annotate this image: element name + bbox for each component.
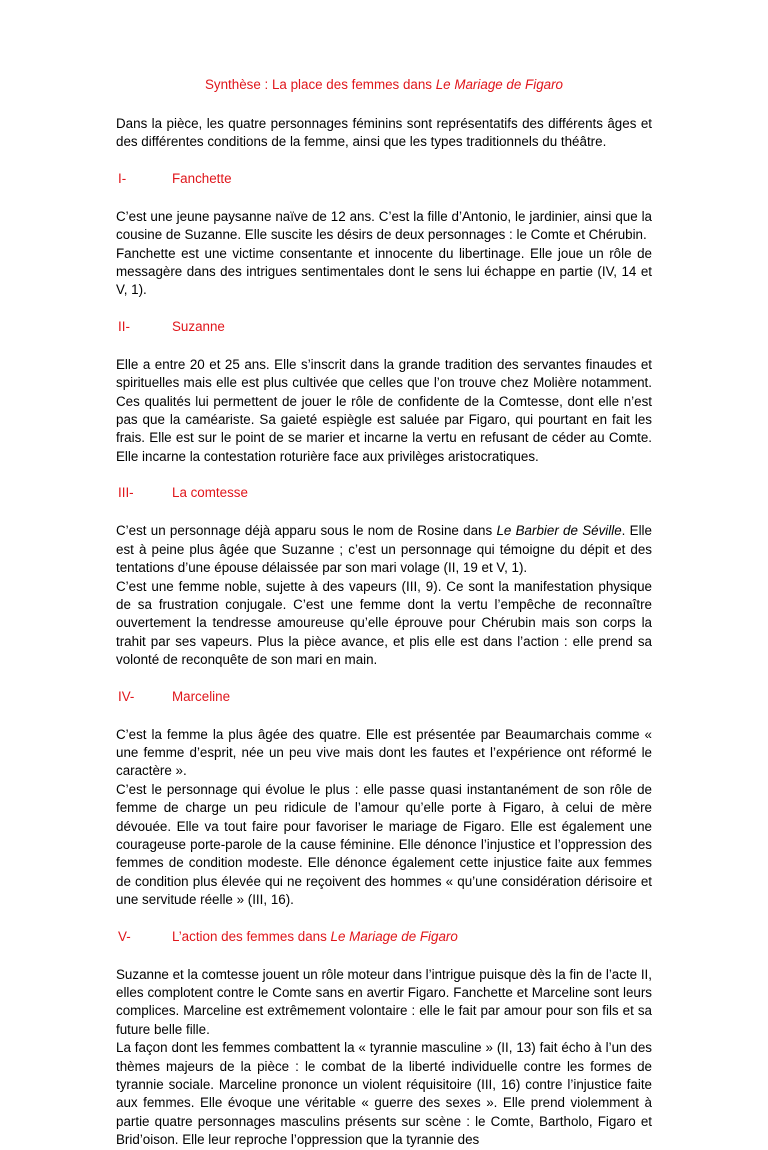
title-work: Le Mariage de Figaro — [435, 77, 564, 92]
section-3-body — [116, 522, 652, 669]
section-1-body — [116, 208, 652, 300]
paragraph-line: Suzanne et la comtesse jouent un rôle moteur dans l’intrigue puisque dès la fin de l’acte II, elles complotent contre le Comte sans en avertir Figaro. Fanchette et Marceline sont leurs complices. Marceline est extrêmement volontaire : elle le fait par amour pour son fils et sa future belle fille. — [116, 966, 652, 1037]
paragraph-line: C’est la femme la plus âgée des quatre. Elle est présentée par Beaumarchais comme « une femme d’esprit, née un peu vive mais dont les fautes et l’expérience ont réformé le caractère ». — [116, 726, 652, 779]
title-prefix: Synthèse : La place des femmes dans — [204, 77, 436, 92]
paragraph-line: Fanchette est une victime consentante et innocente du libertinage. Elle joue un rôle de messagère dans des intrigues sentimentales dont le sens lui échappe en partie (IV, 14 et V, 1). — [116, 245, 652, 298]
section-heading-1 — [116, 170, 652, 188]
paragraph-line: C’est une femme noble, sujette à des vapeurs (III, 9). Ce sont la manifestation physique de sa frustration conjugale. C’est une femme dont la vertu l’empêche de reconnaître ouvertement la tendresse amoureuse qu’elle éprouve pour Chérubin mais son corps la trahit par ses vapeurs. Plus la pièce avance, et plis elle est dans l’action : elle prend sa volonté de reconquête de son mari en main. — [116, 578, 652, 668]
intro-paragraph: Dans la pièce, les quatre personnages féminins sont représentatifs des différents âges et des différentes conditions de la femme, ainsi que les types traditionnels du théâtre. — [116, 116, 652, 150]
section-number: III- — [118, 485, 134, 501]
section-title: Fanchette — [172, 170, 232, 186]
section-title: Suzanne — [172, 318, 225, 334]
paragraph-line: La façon dont les femmes combattent la « tyrannie masculine » (II, 13) fait écho à l’un des thèmes majeurs de la pièce : le combat de la liberté individuelle contre les formes de tyrannie sociale. Marceline prononce un violent réquisitoire (III, 16) contre l’injustice faite aux femmes. Elle évoque une véritable « guerre des sexes ». Elle prend violemment à partie quatre personnages masculins présents sur scène : le Comte, Bartholo, Figaro et Brid’oison. Elle leur reproche l’oppression que la tyrannie des — [116, 1040, 652, 1148]
paragraph-line: Elle a entre 20 et 25 ans. Elle s’inscrit dans la grande tradition des servantes finaudes et spirituelles mais elle est plus cultivée que celles que l’on trouve chez Molière notamment. Ces qualités lui permettent de jouer le rôle de confidente de la Comtesse, dont elle n’est pas que la caméariste. Sa gaieté espiègle est saluée par Figaro, qui pourtant en fait les frais. Elle est sur le point de se marier et incarne la vertu en refusant de céder au Comte. Elle incarne la contestation roturière face aux privilèges aristocratiques. — [116, 356, 652, 464]
section-title-work: Le Mariage de Figaro — [330, 928, 458, 944]
section-title: Marceline — [172, 688, 231, 704]
section-title — [172, 928, 458, 946]
paragraph-line: C’est une jeune paysanne naïve de 12 ans. C’est la fille d’Antonio, le jardinier, ainsi que la cousine de Suzanne. Elle suscite les désirs de deux personnages : le Comte et Chérubin. — [116, 208, 652, 243]
section-heading-2 — [116, 318, 652, 336]
section-number: IV- — [118, 688, 135, 704]
section-number: V- — [118, 928, 131, 944]
section-heading-5 — [116, 928, 652, 946]
section-number: I- — [118, 170, 127, 186]
section-2-body — [116, 356, 652, 466]
paragraph-line-with-italic: C’est un personnage déjà apparu sous le nom de Rosine dans Le Barbier de Séville. Elle est à peine plus âgée que Suzanne ; c’est un personnage qui témoigne du dépit et des tentations d’une épouse délaissée par son mari volage (II, 19 et V, 1). — [116, 523, 652, 576]
section-4-body — [116, 726, 652, 910]
section-title: La comtesse — [172, 485, 248, 501]
section-heading-4 — [116, 688, 652, 706]
section-number: II- — [118, 318, 130, 334]
italic-work-title: Le Barbier de Séville — [496, 523, 622, 539]
document-title — [116, 76, 652, 94]
section-title-prefix: L’action des femmes dans — [172, 928, 331, 944]
paragraph-line: C’est le personnage qui évolue le plus : elle passe quasi instantanément de son rôle de femme de charge un peu ridicule de l’amour qu’elle porte à Figaro, à celui de mère dévouée. Elle va tout faire pour favoriser le mariage de Figaro. Elle est également une courageuse porte-parole de la cause féminine. Elle dénonce l’injustice et l’oppression des femmes de condition modeste. Elle dénonce également cette injustice faite aux femmes de condition plus élevée qui ne reçoivent des hommes « qu’une considération dérisoire et une servitude réelle » (III, 16). — [116, 781, 652, 908]
section-5-body — [116, 966, 652, 1150]
section-heading-3 — [116, 484, 652, 502]
